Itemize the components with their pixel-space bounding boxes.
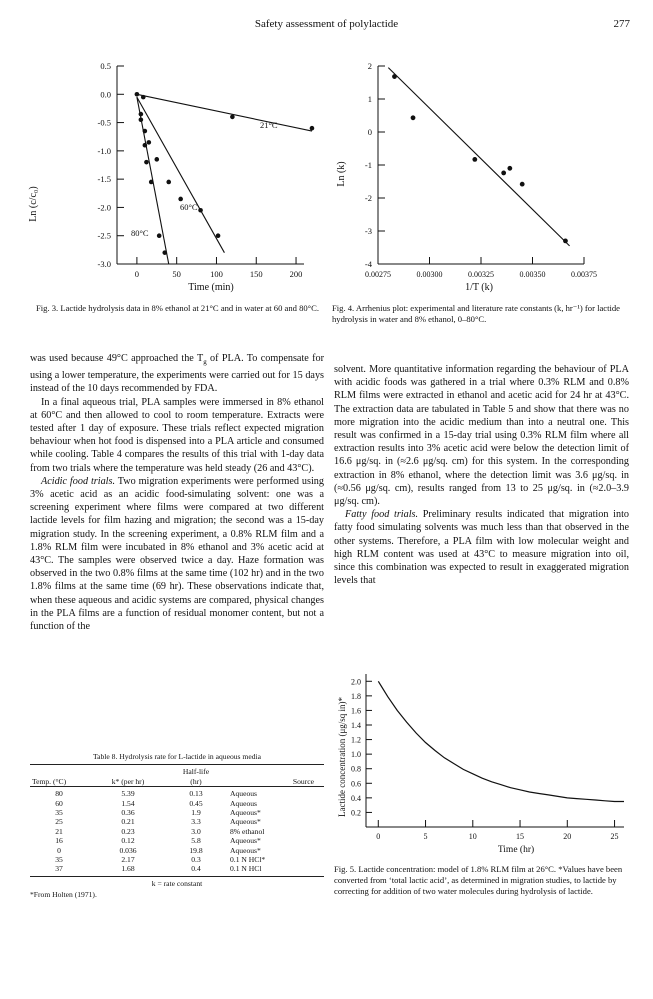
- table-cell: 60: [55, 798, 63, 808]
- fig5-x-tick-label: 0: [376, 832, 381, 841]
- table-cell: Aqueous: [230, 789, 257, 799]
- fig3-data-point: [135, 92, 140, 97]
- fig4-data-point: [472, 157, 477, 162]
- fig3-x-axis-label: Time (min): [188, 282, 234, 293]
- fig4-y-tick-label: 0: [367, 127, 372, 137]
- fig3-axes: [98, 61, 304, 279]
- figure-5-caption: Fig. 5. Lactide concentration: model of 1.8% RLM film at 26°C. *Values have been converted from ‘total lactic acid’, as determined in migration studies, to lactide by correcting for addition of two water molecules during hydrolysis of lactide.: [334, 864, 623, 896]
- page-number: 277: [613, 18, 630, 30]
- fig3-data-point: [216, 233, 221, 238]
- table-row: [30, 799, 324, 808]
- fig3-x-tick-label: 150: [249, 269, 263, 279]
- table-cell: 25: [55, 817, 63, 827]
- figure-3-chart: [22, 54, 317, 299]
- table-cell: 0.1 N HCl: [230, 864, 262, 874]
- table-cell: 0.45: [189, 798, 203, 808]
- left-text-column: [30, 352, 324, 633]
- right-text-column: [334, 363, 629, 587]
- table-cell: 3.3: [191, 817, 201, 827]
- fig3-fit-lines: [137, 94, 312, 264]
- fig4-y-tick-label: 1: [367, 94, 372, 104]
- table-cell: 19.8: [189, 845, 203, 855]
- fig3-data-points: [135, 92, 315, 255]
- table-cell: 3.0: [191, 826, 201, 836]
- fig4-y-tick-label: 2: [367, 61, 372, 71]
- fig4-x-axis-label: 1/T (k): [465, 282, 493, 293]
- table-header-row: [30, 777, 324, 787]
- fig3-fit-line: [137, 97, 225, 253]
- table-row: [30, 808, 324, 817]
- fig5-axes: [351, 674, 624, 841]
- fig3-y-tick-label: -0.5: [97, 117, 111, 128]
- fig5-y-tick-label: 0.2: [351, 808, 361, 818]
- fig4-x-tick-label: 0.00275: [365, 270, 391, 279]
- fig4-fit-line: [388, 68, 569, 246]
- table-cell: 0.3: [191, 855, 201, 865]
- table-cell: 0.13: [189, 789, 203, 799]
- table-cell: 8% ethanol: [230, 826, 265, 836]
- fig5-y-tick-label: 1.0: [351, 750, 361, 760]
- fig3-data-point: [154, 157, 159, 162]
- fig3-y-tick-label: -1.5: [97, 174, 111, 185]
- fig5-y-axis-label: Lactide concentration (μg/sq in)*: [337, 696, 347, 818]
- table-header-row: [30, 765, 324, 777]
- fig3-y-tick-label: -3.0: [97, 259, 111, 269]
- fig3-data-point: [141, 95, 146, 100]
- fig3-data-point: [143, 129, 148, 134]
- fig4-data-point: [392, 74, 397, 79]
- figure-4-chart: [332, 54, 632, 299]
- fig5-x-axis-label: Time (hr): [497, 845, 535, 855]
- fig5-y-tick-label: 1.6: [351, 706, 361, 716]
- fig3-y-tick-label: 0.0: [100, 89, 111, 100]
- table-8-caption: Table 8. Hydrolysis rate for L-lactide in aqueous media: [93, 752, 261, 761]
- table-cell: Aqueous*: [230, 845, 261, 855]
- running-header: Safety assessment of polylactide: [254, 18, 399, 30]
- table-cell: Aqueous*: [230, 808, 261, 818]
- fig5-model-curve: [378, 681, 624, 801]
- table-cell: 1.54: [121, 798, 135, 808]
- table-row: [30, 864, 324, 873]
- fig3-y-tick-label: 0.5: [100, 61, 111, 71]
- fig4-regression-line: [388, 68, 569, 246]
- table-cell: 1.9: [191, 808, 201, 818]
- col-header-halflife-1: Half-life: [182, 767, 210, 777]
- paragraph: solvent. More quantitative information regarding the behaviour of PLA with acidic foods was gathered in a trial where 0.3% RLM and 0.8% RLM films were extracted in ethanol and acetic acid for 24 hr at 43°C. The extraction data are tabulated in Table 5 and show that there was no more migration into the acidic medium than into a neutral one. This result was confirmed in a 15-day trial using 0.3% RLM film where all extraction results into 3% acetic acid were below the detection limit of 16.6 μg/sq. in (≈2.6 μg/sq. cm) for this system. In the corresponding extraction in 8% ethanol, where the detection limit was 3.6 μg/sq. in (≈0.56 μg/sq. cm), results ranged from 13 to 25 μg/sq. in (≈2.0–3.9 μg/sq. cm).: [334, 364, 629, 508]
- fig3-annotation-60c: 60°C: [180, 202, 198, 212]
- fig3-data-point: [139, 117, 144, 122]
- fig3-y-tick-label: -2.5: [97, 230, 111, 241]
- fig3-y-axis-label: Ln (c/c₀): [28, 186, 39, 222]
- figure-4-caption: Fig. 4. Arrhenius plot: experimental and literature rate constants (k, hr⁻¹) for lactide hydrolysis in water and 8% ethanol, 0–80°C.: [332, 303, 620, 324]
- paragraph: In a final aqueous trial, PLA samples were immersed in 8% ethanol at 60°C and then allowed to cool to room temperature. Extracts were tested after 1 day of exposure. These trials reflect expected migration behaviour when hot food is dispensed into a PLA article and consumed while cooling. Table 4 compares the results of this trial with 1-day data from two trials where the temperature was held steady (26 and 43°C).: [30, 396, 324, 474]
- fig3-fit-line: [137, 94, 312, 131]
- table-cell: 0.036: [119, 845, 137, 855]
- paragraph: Fatty food trials. Preliminary results indicated that migration into fatty food simulating solvents was much less than that observed in the other systems. Therefore, a PLA film with low molecular weight and high RLM content was used at 43°C to measure migration into oil, since this combination was expected to result in exaggerated migration levels that: [334, 509, 629, 587]
- fig5-y-tick-label: 1.4: [351, 721, 361, 730]
- table-cell: 21: [55, 826, 63, 836]
- fig4-y-tick-label: -3: [364, 226, 372, 236]
- figure-5-chart: [334, 662, 630, 860]
- fig4-x-tick-label: 0.00350: [519, 270, 546, 279]
- fig4-y-tick-label: -2: [364, 193, 372, 203]
- table-8-note: k = rate constant: [30, 876, 324, 888]
- fig5-x-tick-label: 15: [516, 832, 525, 841]
- col-header-source: Source: [292, 776, 314, 786]
- table-row: [30, 855, 324, 864]
- table-cell: Aqueous*: [230, 836, 261, 846]
- fig3-data-point: [162, 250, 167, 255]
- fig4-x-tick-label: 0.00325: [468, 270, 494, 279]
- col-header-k: k* (per hr): [111, 776, 145, 786]
- fig5-y-tick-label: 2.0: [351, 677, 361, 687]
- fig5-y-tick-label: 1.8: [351, 691, 361, 701]
- table-cell: 16: [55, 836, 63, 846]
- table-cell: 0: [57, 845, 61, 855]
- fig3-data-point: [149, 180, 154, 185]
- fig3-data-point: [157, 233, 162, 238]
- fig4-y-tick-label: -4: [364, 259, 372, 269]
- table-cell: 0.1 N HCl*: [230, 855, 266, 865]
- table-cell: Aqueous*: [230, 817, 261, 827]
- fig3-data-point: [144, 160, 149, 165]
- col-header-temp: Temp. (°C): [32, 776, 67, 786]
- paragraph: was used because 49°C approached the $T_g$ of PLA. To compensate for using a lower temperature, the experiments were carried out for 15 days instead of the 10 days recommended by FDA.: [30, 353, 324, 395]
- fig5-y-tick-label: 0.6: [351, 779, 361, 789]
- fig3-x-tick-label: 0: [134, 269, 140, 279]
- fig3-annotation-21c: 21°C: [260, 120, 278, 130]
- fig5-x-tick-label: 25: [610, 832, 619, 841]
- fig4-y-axis-label: Ln (k): [336, 161, 347, 187]
- fig3-data-point: [143, 143, 148, 148]
- fig3-x-tick-label: 50: [172, 269, 181, 279]
- table-cell: 37: [55, 864, 63, 874]
- fig3-data-point: [139, 112, 144, 117]
- fig4-data-point: [501, 171, 506, 176]
- fig3-data-point: [166, 180, 171, 185]
- fig3-y-tick-label: -2.0: [97, 202, 111, 213]
- fig5-y-tick-label: 0.8: [351, 764, 361, 774]
- table-row: [30, 817, 324, 826]
- fig3-y-tick-label: -1.0: [97, 145, 111, 156]
- paragraph: Acidic food trials. Two migration experiments were performed using 3% acetic acid as an acidic food-simulating solvent: one was a screening experiment where films were compared at two different lactide levels for film hazing and migration; the second was a 15-day migration study. In the screening experiment, a 0.8% RLM film and a 1.8% RLM film were incubated in 8% ethanol and 3% acetic acid at 43°C. The samples were observed twice a day. Haze formation was observed in the two 0.8% films at the same time (102 hr) and in the two 1.8% films at the same time (69 hr). These observations indicate that, when these aqueous and acidic systems are compared, physical changes in the PLA films are a function of residual monomer content, but not a function of the: [30, 475, 324, 633]
- fig5-y-tick-label: 0.4: [351, 793, 361, 803]
- fig4-data-point: [507, 166, 512, 171]
- table-8-footnote: *From Holten (1971).: [30, 890, 97, 900]
- table-row: [30, 827, 324, 836]
- figure-3-caption: Fig. 3. Lactide hydrolysis data in 8% ethanol at 21°C and in water at 60 and 80°C.: [35, 303, 319, 313]
- fig4-data-point: [520, 182, 525, 187]
- table-cell: 5.8: [191, 836, 201, 846]
- fig4-axes: [365, 61, 597, 279]
- table-cell: 80: [55, 789, 63, 799]
- table-cell: 0.36: [121, 808, 135, 818]
- fig3-data-point: [147, 140, 152, 145]
- table-cell: Aqueous: [230, 798, 257, 808]
- fig5-x-tick-label: 20: [563, 832, 572, 841]
- col-header-halflife-2: (hr): [190, 776, 202, 786]
- table-cell: 0.12: [121, 836, 135, 846]
- fig4-x-tick-label: 0.00300: [416, 270, 443, 279]
- fig3-data-point: [310, 126, 315, 131]
- table-cell: 35: [55, 855, 63, 865]
- fig5-x-tick-label: 10: [468, 832, 477, 841]
- table-row: [30, 836, 324, 845]
- fig4-data-point: [563, 239, 568, 244]
- fig4-x-tick-label: 0.00375: [571, 270, 597, 279]
- table-body: [30, 787, 324, 874]
- table-cell: 0.21: [121, 817, 135, 827]
- table-cell: 0.4: [191, 864, 201, 874]
- fig3-x-tick-label: 200: [289, 269, 303, 279]
- table-8-grid: [30, 764, 324, 873]
- fig3-data-point: [230, 115, 235, 120]
- fig4-data-point: [411, 115, 416, 120]
- fig5-x-tick-label: 5: [423, 832, 428, 841]
- fig5-curve-line: [378, 681, 624, 801]
- fig3-annotation-80c: 80°C: [131, 228, 149, 238]
- table-cell: 35: [55, 808, 63, 818]
- fig4-y-tick-label: -1: [364, 160, 372, 170]
- table-cell: 5.39: [121, 789, 135, 799]
- table-8: [30, 752, 324, 900]
- table-row: [30, 846, 324, 855]
- table-cell: 0.23: [121, 826, 135, 836]
- table-cell: 2.17: [121, 855, 135, 865]
- fig3-data-point: [198, 208, 203, 213]
- fig5-y-tick-label: 1.2: [351, 735, 361, 745]
- fig3-x-tick-label: 100: [210, 269, 223, 279]
- fig3-data-point: [178, 197, 183, 202]
- table-cell: 1.68: [121, 864, 135, 874]
- table-row: [30, 787, 324, 799]
